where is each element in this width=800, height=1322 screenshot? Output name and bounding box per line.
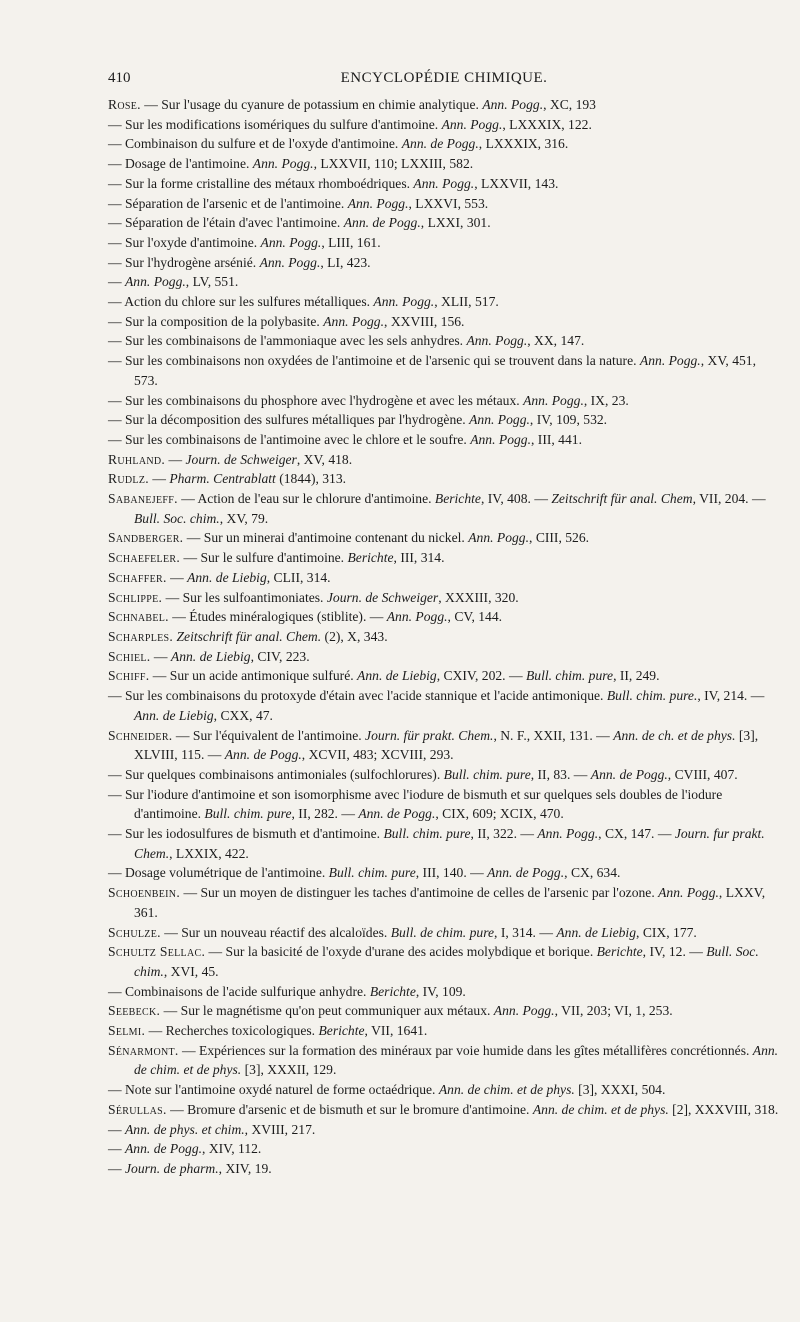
bibliography-entry: [108, 331, 782, 351]
entry-author: Schneider.: [108, 727, 173, 743]
bibliography-entry: [108, 588, 782, 608]
entry-text: , XXXIII, 320.: [438, 589, 519, 605]
journal-title: Ann. de Liebig: [187, 569, 267, 585]
journal-title: Ann. de Liebig: [556, 924, 637, 940]
journal-title: Ann. Pogg.: [347, 195, 409, 211]
entry-text: , XVIII, 217.: [244, 1121, 316, 1137]
entry-text: , LI, 423.: [320, 254, 371, 270]
journal-title: Berichte: [434, 491, 481, 507]
entry-author: Schoenbein.: [108, 885, 181, 901]
entry-text: — Bromure d'arsenic et de bismuth et sur le bromure d'antimoine.: [166, 1101, 533, 1117]
entry-text: —: [108, 1160, 125, 1176]
entry-text: , LXXXIX, 316.: [478, 136, 569, 152]
journal-title: Ann. de chim. et de phys.: [134, 1042, 779, 1078]
bibliography-entry: [108, 942, 782, 981]
entry-text: , I, 314. —: [494, 924, 557, 940]
entry-text: , IV, 109, 532.: [529, 412, 608, 428]
entry-text: — Sur les combinaisons du protoxyde d'étain avec l'acide stannique et l'acide antimonique.: [108, 688, 607, 704]
journal-title: Zeitschrift für anal. Chem: [551, 491, 693, 507]
bibliography-entry: [108, 253, 782, 273]
journal-title: Ann. Pogg.: [373, 294, 435, 310]
entry-text: — Sur un nouveau réactif des alcaloïdes.: [160, 924, 391, 940]
entry-text: , LV, 551.: [185, 274, 239, 290]
entry-text: , LXXV, 361.: [134, 885, 766, 920]
entry-text: — Note sur l'antimoine oxydé naturel de forme octaédrique.: [108, 1082, 439, 1098]
journal-title: Ann. Pogg.: [469, 412, 530, 428]
bibliography-entry: [108, 292, 782, 312]
bibliography-entry: [108, 923, 782, 943]
journal-title: Ann. de Liebig: [357, 668, 437, 684]
entry-text: — Action du chlore sur les sulfures métalliques.: [108, 294, 374, 310]
bibliography-entry: [108, 627, 782, 647]
entry-text: , CIX, 609; XCIX, 470.: [435, 806, 564, 822]
entry-text: , CIX, 177.: [636, 924, 697, 940]
entry-text: — Combinaisons de l'acide sulfurique anhydre.: [108, 983, 370, 999]
bibliography-entry: [108, 647, 782, 667]
entry-text: , VII, 204. —: [692, 491, 766, 507]
entry-author: Ruhland.: [108, 451, 166, 467]
entry-text: — Sur un moyen de distinguer les taches d'antimoine de celles de l'arsenic par l'ozone.: [180, 885, 659, 901]
bibliography-entry: [108, 391, 782, 411]
bibliography-entry: [108, 312, 782, 332]
entry-text: — Séparation de l'étain d'avec l'antimoine.: [108, 215, 344, 231]
entry-text: , IV, 12. —: [642, 944, 707, 960]
entry-text: , XCVII, 483; XCVIII, 293.: [301, 747, 454, 763]
journal-title: Bull. Soc. chim.: [134, 944, 759, 979]
journal-title: Ann. Pogg.: [441, 116, 503, 132]
journal-title: Ann. de Pogg.: [224, 747, 302, 763]
bibliography-entry: [108, 686, 782, 725]
entry-text: , N. F., XXII, 131. —: [493, 727, 614, 743]
entry-text: (1844), 313.: [275, 471, 347, 487]
entry-text: — Dosage de l'antimoine.: [108, 156, 253, 172]
journal-title: Ann. Pogg.: [252, 156, 314, 172]
journal-title: Ann. Pogg.: [125, 274, 186, 290]
entry-author: Schiel.: [108, 648, 151, 664]
journal-title: Berichte: [318, 1023, 365, 1039]
bibliography-entry: [108, 410, 782, 430]
journal-title: Ann. Pogg.: [386, 609, 448, 625]
journal-title: Ann. de chim. et de phys.: [532, 1101, 669, 1117]
bibliography-entry: [108, 1120, 782, 1140]
entry-text: , CLII, 314.: [266, 569, 331, 585]
journal-title: Berichte: [596, 944, 643, 960]
entry-text: , LXXXIX, 122.: [502, 116, 592, 132]
entry-text: — Sur les combinaisons de l'antimoine avec le chlore et le soufre.: [108, 431, 471, 447]
bibliography-entry: [108, 233, 782, 253]
entry-author: Selmi.: [108, 1023, 146, 1039]
bibliography-entry: [108, 883, 782, 922]
journal-title: Ann. Pogg.: [466, 333, 528, 349]
entry-text: — Sur l'oxyde d'antimoine.: [108, 234, 261, 250]
journal-title: Ann. de phys. et chim.: [125, 1121, 245, 1137]
entry-text: , II, 83. —: [530, 766, 591, 782]
entry-text: [3], XLVIII, 115. —: [134, 727, 759, 763]
entry-text: , XV, 451, 573.: [134, 353, 756, 388]
bibliography-entry: [108, 863, 782, 883]
entry-text: , IX, 23.: [583, 392, 629, 408]
bibliography-entry: [108, 1041, 782, 1080]
journal-title: Ann. Pogg.: [323, 313, 385, 329]
entry-author: Schulze.: [108, 924, 161, 940]
bibliography-entry: [108, 489, 782, 528]
running-header: [108, 70, 780, 94]
journal-title: Ann. Pogg.: [260, 234, 322, 250]
entry-author: Rudlz.: [108, 471, 149, 487]
journal-title: Ann. Pogg.: [259, 254, 321, 270]
entry-author: Sénarmont.: [108, 1042, 179, 1058]
journal-title: Ann. de Pogg.: [125, 1141, 203, 1157]
entry-text: , XX, 147.: [527, 333, 585, 349]
entry-text: — Sur la forme cristalline des métaux rhomboédriques.: [108, 175, 414, 191]
entry-text: — Sur le sulfure d'antimoine.: [180, 550, 348, 566]
entry-text: , XIV, 19.: [218, 1160, 272, 1176]
bibliography-entry: [108, 95, 782, 115]
entry-text: —: [108, 274, 125, 290]
entry-text: , LXXVI, 553.: [408, 195, 489, 211]
journal-title: Bull. chim. pure: [328, 865, 416, 881]
entry-text: , LIII, 161.: [321, 234, 381, 250]
entry-text: , XIV, 112.: [202, 1141, 262, 1157]
journal-title: Ann. de Liebig: [170, 648, 251, 664]
entry-text: — Sur les combinaisons de l'ammoniaque avec les sels anhydres.: [108, 333, 467, 349]
bibliography-entry: [108, 134, 782, 154]
bibliography-entry: [108, 548, 782, 568]
entry-text: — Sur les modifications isomériques du sulfure d'antimoine.: [108, 116, 442, 132]
entry-text: — Sur la décomposition des sulfures métalliques par l'hydrogène.: [108, 412, 470, 428]
entry-text: , CX, 634.: [564, 865, 621, 881]
entry-author: Scharples.: [108, 628, 174, 644]
journal-title: Ann. de Pogg.: [487, 865, 565, 881]
entry-text: — Recherches toxicologiques.: [145, 1023, 319, 1039]
journal-title: Bull. chim. pure: [383, 826, 471, 842]
bibliography-entry: [108, 115, 782, 135]
journal-title: Bull. de chim. pure: [390, 924, 495, 940]
journal-title: Ann. de ch. et de phys.: [613, 727, 736, 743]
entry-author: Schultz Sellac.: [108, 944, 206, 960]
entry-text: — Sur les combinaisons du phosphore avec l'hydrogène et avec les métaux.: [108, 392, 524, 408]
entry-author: Schaffer.: [108, 569, 167, 585]
running-title: ENCYCLOPÉDIE CHIMIQUE.: [340, 70, 548, 86]
bibliography-entry: [108, 726, 782, 765]
entry-text: , LXXVII, 110; LXXIII, 582.: [313, 156, 474, 172]
entry-author: Sérullas.: [108, 1101, 167, 1117]
bibliography-entry: [108, 272, 782, 292]
entry-text: — Expériences sur la formation des minéraux par voie humide dans les gîtes métallifères concrétionnés.: [178, 1042, 753, 1058]
journal-title: Zeitschrift für anal. Chem.: [176, 628, 322, 644]
entry-text: — Sur le magnétisme qu'on peut communiquer aux métaux.: [160, 1003, 494, 1019]
entry-text: — Sur l'iodure d'antimoine et son isomorphisme avec l'iodure de bismuth et sur quelques sels doubles de l'iodure d'antimoine.: [108, 786, 723, 822]
entry-author: Schiff.: [108, 668, 150, 684]
entry-text: , CV, 144.: [447, 609, 503, 625]
entry-text: — Dosage volumétrique de l'antimoine.: [108, 865, 329, 881]
entry-text: , CXX, 47.: [213, 707, 273, 723]
entry-text: [3], XXXI, 504.: [574, 1082, 666, 1098]
journal-title: Journ. für prakt. Chem.: [365, 727, 494, 743]
entry-text: , LXXIX, 422.: [169, 845, 249, 861]
entry-text: , XLII, 517.: [434, 294, 499, 310]
entry-text: — Sur les combinaisons non oxydées de l'antimoine et de l'arsenic qui se trouvent dans la nature.: [108, 353, 640, 369]
journal-title: Ann. Pogg.: [639, 353, 701, 369]
entry-text: —: [148, 471, 170, 487]
journal-title: Ann. Pogg.: [537, 826, 599, 842]
entry-text: — Sur les sulfoantimoniates.: [162, 589, 327, 605]
bibliography-entry: [108, 450, 782, 470]
bibliography-entry: [108, 194, 782, 214]
bibliography-entry: [108, 154, 782, 174]
entry-text: , XC, 193: [543, 97, 596, 112]
journal-title: Journ. de pharm.: [125, 1160, 219, 1176]
bibliography-entry: [108, 982, 782, 1002]
journal-title: Journ. fur prakt. Chem.: [134, 826, 765, 861]
entry-author: Sandberger.: [108, 530, 184, 546]
bibliography-entry: [108, 1139, 782, 1159]
entry-text: —: [108, 1141, 125, 1157]
bibliography-entry: [108, 469, 782, 489]
entry-text: , XV, 418.: [296, 451, 353, 467]
bibliography-entry: [108, 430, 782, 450]
bibliography-entry: [108, 824, 782, 863]
bibliography-entry: [108, 607, 782, 627]
entry-text: , LXXI, 301.: [420, 215, 491, 231]
journal-title: Ann. Pogg.: [413, 175, 475, 191]
entry-text: — Sur la composition de la polybasite.: [108, 313, 324, 329]
entry-text: , XXVIII, 156.: [384, 313, 465, 329]
journal-title: Bull. chim. pure: [204, 806, 292, 822]
entry-author: Schnabel.: [108, 609, 169, 625]
entry-text: — Sur un minerai d'antimoine contenant du nickel.: [183, 530, 469, 546]
entry-text: , VII, 203; VI, 1, 253.: [554, 1003, 673, 1019]
journal-title: Ann. Pogg.: [470, 431, 531, 447]
journal-title: Ann. de Pogg.: [358, 806, 436, 822]
entry-text: , II, 322. —: [470, 826, 538, 842]
bibliography-entry: [108, 1001, 782, 1021]
journal-title: Pharm. Centrablatt: [169, 471, 276, 487]
entry-text: — Sur quelques combinaisons antimoniales (sulfochlorures).: [108, 766, 444, 782]
bibliography-entry: [108, 568, 782, 588]
entry-text: , III, 441.: [531, 431, 582, 447]
entry-text: , CXIV, 202. —: [436, 668, 526, 684]
bibliography-entry: [108, 213, 782, 233]
bibliography-entry: [108, 765, 782, 785]
entry-author: Sabanejeff.: [108, 491, 178, 507]
entry-text: —: [166, 569, 188, 585]
entry-text: — Séparation de l'arsenic et de l'antimoine.: [108, 195, 348, 211]
journal-title: Ann. Pogg.: [482, 97, 544, 112]
journal-title: Ann. de chim. et de phys.: [438, 1082, 575, 1098]
entry-author: Schlippe.: [108, 589, 163, 605]
entry-text: , IV, 214. —: [697, 688, 765, 704]
journal-title: Berichte: [347, 550, 394, 566]
bibliography-entry: [108, 174, 782, 194]
journal-title: Journ. de Schweiger: [326, 589, 439, 605]
entry-text: , II, 249.: [613, 668, 660, 684]
entry-author: Schaefeler.: [108, 550, 181, 566]
entry-text: —: [150, 648, 171, 664]
entry-text: — Sur l'usage du cyanure de potassium en chimie analytique.: [140, 97, 483, 112]
bibliography-entry: [108, 351, 782, 390]
entry-text: , CIII, 526.: [529, 530, 590, 546]
bibliography-entry: [108, 528, 782, 548]
bibliography-entry: [108, 1100, 782, 1120]
bibliography-entry: [108, 1080, 782, 1100]
journal-title: Bull. Soc. chim.: [134, 510, 220, 526]
entry-text: , VII, 1641.: [364, 1023, 428, 1039]
journal-title: Bull. chim. pure.: [606, 688, 698, 704]
entry-text: , CIV, 223.: [250, 648, 310, 664]
entry-text: , IV, 408. —: [480, 491, 552, 507]
entry-text: — Sur l'hydrogène arsénié.: [108, 254, 260, 270]
journal-title: Ann. de Pogg.: [343, 215, 421, 231]
journal-title: Ann. Pogg.: [493, 1003, 555, 1019]
journal-title: Ann. de Liebig: [134, 707, 214, 723]
journal-title: Berichte: [369, 983, 416, 999]
entry-text: — Action de l'eau sur le chlorure d'antimoine.: [177, 491, 435, 507]
journal-title: Bull. chim. pure: [525, 668, 614, 684]
entry-text: (2), X, 343.: [321, 628, 388, 644]
journal-title: Ann. Pogg.: [658, 885, 719, 901]
entry-text: —: [165, 451, 186, 467]
bibliography-entry: [108, 1021, 782, 1041]
entry-text: — Sur la basicité de l'oxyde d'urane des acides molybdique et borique.: [205, 944, 597, 960]
journal-title: Ann. Pogg.: [523, 392, 584, 408]
entry-text: — Études minéralogiques (stiblite). —: [168, 609, 387, 625]
journal-title: Ann. de Pogg.: [590, 766, 668, 782]
journal-title: Bull. chim. pure: [443, 766, 531, 782]
entry-text: , XV, 79.: [219, 510, 269, 526]
entry-author: Seebeck.: [108, 1003, 161, 1019]
entry-text: , II, 282. —: [291, 806, 359, 822]
entry-text: [3], XXXII, 129.: [241, 1062, 337, 1078]
bibliography-list: [108, 95, 782, 1179]
entry-text: , CX, 147. —: [598, 826, 675, 842]
entry-text: , LXXVII, 143.: [474, 175, 559, 191]
page-number: 410: [108, 70, 131, 86]
journal-title: Ann. de Pogg.: [401, 136, 479, 152]
entry-text: — Sur les iodosulfures de bismuth et d'antimoine.: [108, 826, 384, 842]
bibliography-entry: [108, 1159, 782, 1179]
bibliography-entry: [108, 785, 782, 824]
entry-text: — Sur l'équivalent de l'antimoine.: [172, 727, 366, 743]
entry-text: — Combinaison du sulfure et de l'oxyde d'antimoine.: [108, 136, 402, 152]
entry-text: — Sur un acide antimonique sulfuré.: [149, 668, 358, 684]
entry-text: , IV, 109.: [415, 983, 466, 999]
journal-title: Ann. Pogg.: [468, 530, 530, 546]
entry-text: [2], XXXVIII, 318.: [668, 1101, 779, 1117]
entry-text: , CVIII, 407.: [667, 766, 738, 782]
journal-title: Journ. de Schweiger: [185, 451, 297, 467]
entry-text: , III, 140. —: [415, 865, 488, 881]
bibliography-entry: [108, 666, 782, 686]
entry-author: Rose.: [108, 97, 141, 112]
entry-text: , XVI, 45.: [163, 963, 219, 979]
entry-text: , III, 314.: [393, 550, 445, 566]
entry-text: —: [108, 1121, 125, 1137]
